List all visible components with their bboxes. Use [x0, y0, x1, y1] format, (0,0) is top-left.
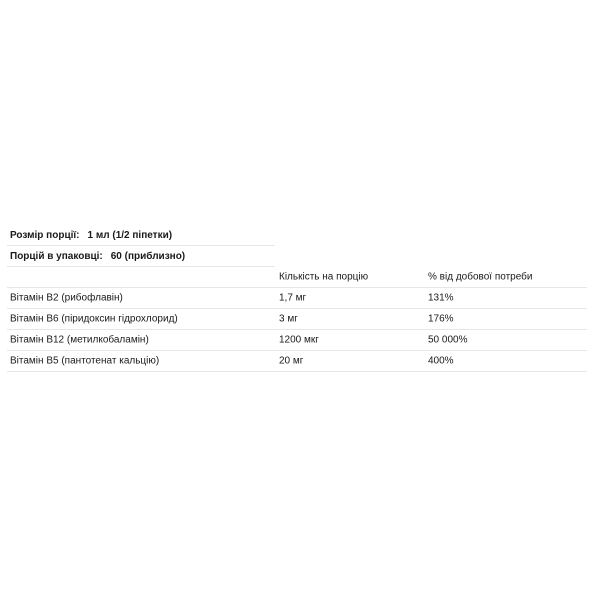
- serving-size-value: 1 мл (1/2 піпетки): [87, 229, 173, 241]
- servings-per-container-label: Порцій в упаковці:: [10, 250, 103, 262]
- nutrient-daily-value: 131%: [428, 292, 454, 304]
- nutrient-daily-value: 176%: [428, 313, 454, 325]
- nutrient-amount: 1,7 мг: [279, 292, 307, 304]
- nutrient-amount: 3 мг: [279, 313, 298, 325]
- nutrient-name: Вітамін B12 (метилкобаламін): [10, 334, 149, 346]
- supplement-facts: [7, 225, 587, 372]
- header-amount-per-serving: Кількість на порцію: [279, 271, 369, 283]
- serving-size-row: [7, 225, 275, 246]
- servings-per-container-value: 60 (приблизно): [110, 250, 186, 262]
- table-row: [7, 309, 587, 330]
- table-row: [7, 330, 587, 351]
- nutrient-name: Вітамін B5 (пантотенат кальцію): [10, 355, 160, 367]
- header-daily-value: % від добової потреби: [428, 271, 533, 283]
- nutrient-daily-value: 50 000%: [428, 334, 468, 346]
- nutrient-amount: 20 мг: [279, 355, 304, 367]
- serving-size-label: Розмір порції:: [10, 229, 80, 241]
- nutrient-daily-value: 400%: [428, 355, 454, 367]
- table-header-row: [7, 267, 587, 288]
- nutrient-table: [7, 267, 587, 372]
- servings-per-container-row: [7, 246, 275, 267]
- nutrient-name: Вітамін B6 (піридоксин гідрохлорид): [10, 313, 178, 325]
- table-row: [7, 288, 587, 309]
- nutrient-amount: 1200 мкг: [279, 334, 319, 346]
- table-row: [7, 351, 587, 372]
- nutrient-name: Вітамін B2 (рибофлавін): [10, 292, 123, 304]
